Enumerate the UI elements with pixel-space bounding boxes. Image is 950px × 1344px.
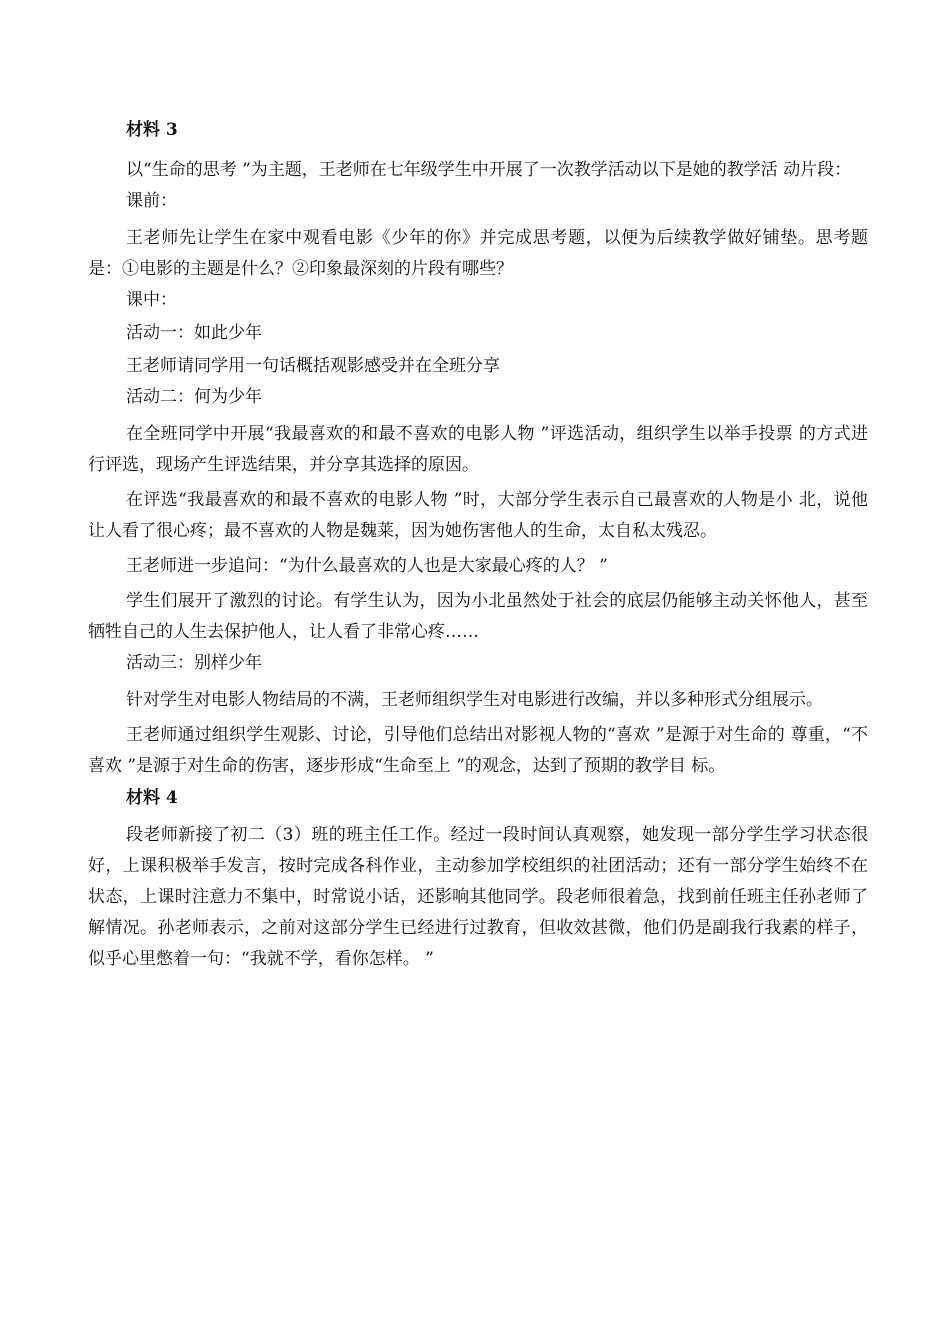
activity-2-text-4: 学生们展开了激烈的讨论。有学生认为，因为小北虽然处于社会的底层仍能够主动关怀他人，甚至牺牲自己的人生去保护他人，让人看了非常心疼…… xyxy=(88,591,868,642)
activity-2-title: 活动二：何为少年 xyxy=(126,387,262,407)
in-class-label: 课中： xyxy=(126,290,177,310)
material-3-heading: 材料 3 xyxy=(126,120,178,140)
activity-3-text: 针对学生对电影人物结局的不满，王老师组织学生对电影进行改编，并以多种形式分组展示。 xyxy=(126,690,823,710)
activity-1-title: 活动一：如此少年 xyxy=(126,323,262,343)
before-class-text: 王老师先让学生在家中观看电影《少年的你》并完成思考题，以便为后续教学做好铺垫。思考题是：①电影的主题是什么？②印象最深刻的片段有哪些？ xyxy=(88,228,868,279)
activity-2-text-2: 在评选“我最喜欢的和最不喜欢的电影人物 ”时，大部分学生表示自己最喜欢的人物是小 北，说他让人看了很心疼；最不喜欢的人物是魏莱，因为她伤害他人的生命，太自私太残忍。 xyxy=(88,490,868,541)
material-3-intro: 以“生命的思考 ”为主题，王老师在七年级学生中开展了一次教学活动以下是她的教学活 动片段： xyxy=(126,160,852,180)
activity-1-text: 王老师请同学用一句话概括观影感受并在全班分享 xyxy=(126,356,500,376)
before-class-label: 课前： xyxy=(126,191,177,211)
activity-2-text-3: 王老师进一步追问：“为什么最喜欢的人也是大家最心疼的人？ ” xyxy=(126,556,608,576)
activity-2-text: 在全班同学中开展“我最喜欢的和最不喜欢的电影人物 ”评选活动，组织学生以举手投票 的方式进行评选，现场产生评选结果，并分享其选择的原因。 xyxy=(88,424,868,475)
material-4-heading: 材料 4 xyxy=(126,788,178,808)
activity-3-title: 活动三：别样少年 xyxy=(126,653,262,673)
material-4-text: 段老师新接了初二（3）班的班主任工作。经过一段时间认真观察，她发现一部分学生学习状态很好，上课积极举手发言，按时完成各科作业，主动参加学校组织的社团活动；还有一部分学生始终不在状态，上课时注意力不集中，时常说小话，还影响其他同学。段老师很着急，找到前任班主任孙老师了解情况。孙老师表示，之前对这部分学生已经进行过教育，但收效甚微，他们仍是副我行我素的样子，似乎心里憋着一句：“我就不学，看你怎样。 ” xyxy=(88,825,868,969)
document-body xyxy=(88,118,868,975)
summary-text: 王老师通过组织学生观影、讨论，引导他们总结出对影视人物的“喜欢 ”是源于对生命的 尊重，“不喜欢 ”是源于对生命的伤害，逐步形成“生命至上 ”的观念，达到了预期的教学目 标。 xyxy=(88,725,868,776)
